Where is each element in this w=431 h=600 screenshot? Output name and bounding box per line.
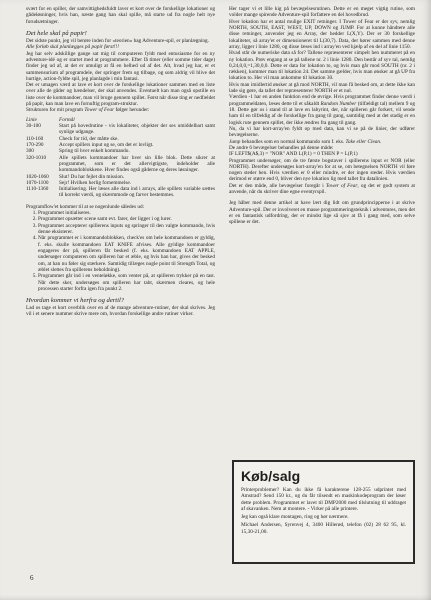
text: Værdien -1 har en anden funktion end de øvrige. Hvis programmet finder denne værdi i programmeldaten, læses dette til et såkaldt <box>229 94 415 107</box>
table-row <box>26 155 215 174</box>
paragraph <box>229 183 415 196</box>
program-flow-list <box>26 210 215 292</box>
structure-intro <box>26 107 215 113</box>
page-number: 6 <box>30 574 34 582</box>
code-line: IF LEFT$(A$,3) = "NOR" AND L(P,1) = 0 THEN P = L(P,1) <box>229 151 358 158</box>
col-header-purpose: Formål <box>59 116 75 123</box>
line-range: 320-1010 <box>26 154 47 161</box>
line-range: 1070-1100 <box>26 179 49 186</box>
line-range: 1020-1060 <box>26 173 49 180</box>
text: . <box>380 138 382 145</box>
col-header-line: Linie <box>26 116 37 123</box>
paragraph: De andre 6 bevægelser behandles på denne måde: <box>229 144 334 151</box>
game-title: Tower of Fear <box>84 107 115 114</box>
paragraph: Her tager vi et lille kig på bevægelsesrutinen. Dette er en meget vigtig rutine, som volder mange spirende Adventure-spil forfattere en del hovedbrud. <box>229 6 415 19</box>
ad-contact: Michael Andersen, Syrenvej 4, 3400 Hillerød, telefon (02) 28 62 95, kl. 15,30-21,00. <box>241 522 406 535</box>
text: Det er den måde, alle bevægelser foregår i <box>229 182 326 189</box>
paragraph <box>229 94 415 126</box>
paragraph: Nu, da vi har kort-array'en fyldt op med data, kan vi se på de linier, der udfører bevægelserne. <box>229 125 415 139</box>
paragraph: Programmet undersøger, om de tre første bogstaver i spillerens input er NOR (eller NORTH). Derefter undersøges kort-array'en for at se, om betegnelsen NORTH vil føre nogen steder hen. Hvis værdien er 0 eller mindre, er der ingen steder. Hvis værdien derimod er større end 0, bliver den nye lokation lig med tallet fra datalinien. <box>229 157 415 183</box>
text: , og det er godt system at anvende, når du skriver dine egne eventyrspil. <box>229 182 416 196</box>
line-range: 1110-1360 <box>26 186 49 193</box>
paragraph: Hvis man imidlertid ønsker at gå mod NORTH, vil man få besked om, at dette ikke kan lade sig gøre, da tallet der repræsenterer NORTH er et nul. <box>229 81 415 95</box>
line-purpose: Initialisering. Her læses alle data ind i arrays, alle spillets variable sættes til korrekt værdi, og skærmmode og farver bestemmes. <box>59 186 215 199</box>
left-column <box>26 6 215 318</box>
text: behandles som en normal kommando som f. eks. <box>240 138 346 145</box>
game-title: Tower of Fear <box>325 182 358 189</box>
intro-paragraph: svært for en spiller, der samvittighedsfuldt laver et kort over de forskellige lokationer og gådeløsninger, hvis han, næste gang han skal spille, må starte ud fra nogle helt nye forudsætninger. <box>26 6 215 25</box>
text: (tilfældigt tal) mellem 9 og 18. Dette gør os i stand til at lave en labyrint, der, når spilleren går forkert, vil sende ham til en tilfældig af de forskellige fra gang til gang, samtidig med at det stadig er en logisk rute gennem spillet, der ikke ændres fra gang til gang. <box>229 100 415 126</box>
paragraph: Hver lokation har et antal mulige EXIT retninger. I Tower of Fear er der syv, nemlig NORTH, SOUTH, EAST, WEST, UP, DOWN og JUMP. For at kunne håndtere alle disse retninger, anvender jeg en Array, der hedder L(X,Y). Der er 30 forskellige lokaliteter, så array'et er dimensioneret til L(30,7). Data, der hører sammen med denne array, ligger i linie 1280, og disse læses ind i array'en ved hjælp af en del af linie 1150. <box>229 18 415 50</box>
line-range: 110-160 <box>26 135 44 142</box>
table-row <box>26 123 215 136</box>
ad-paragraph: Jeg kan også klare montagen, ring og hør nærmere. <box>241 514 349 521</box>
emphasis-line: Alle forløb skal planlægges på papir først!!! <box>26 44 120 51</box>
line-purpose: Spring til hver enkelt kommando. <box>59 148 130 155</box>
text: følger herunder: <box>114 107 150 114</box>
list-item: 4. Når programmet er i kommandoblokken, check'es om hele kommandoen er gyldig, f. eks. skulle kommandoen EAT KNIFE afvises. Alle gyldige kommandoer engageres der på, spilleren får besked (f. eks. kommandoen EAT APPLE, undersøger computeren om spilleren har et æble, og hvis han har, gives der besked om, at han nu føler sig stærkere. Samtidig tillæges nogle point til Strength Total, og æblet slettes fra spillerens beholdning). <box>38 235 215 273</box>
line-purpose: Start på hovedrutine - vis lokaliteter, objekter der ses umiddelbart samt synlige udgange. <box>59 123 215 136</box>
ad-paragraph: Printerproblemer? Kan du ikke få karakterene 128-255 udprintet med Amstrad? Send 150 kr., og du får tilsendt en maskinkodeprogram der løser dette problem. Programmet er lavet til DMP2000 med tilslutning til uddraget af skavanken. Nem at montere. - Virker på alle printere. <box>241 487 406 512</box>
ad-body <box>241 487 406 535</box>
paragraph: Det er umagen værd at lave et kort over de forskellige lokationer sammen med en liste over alle de gåder og hændelser, der skal anvendes. Eventuelt kan man også opstille en liste over de kommandoer, man vil bruge gennem spillet. Først når disse ting er nedfældet på papir, kan man lave en fornuftig program-struktur. <box>26 82 215 108</box>
classified-ad-box <box>232 460 415 564</box>
line-purpose: Sejr! Hvilken herlig fornemmelse. <box>59 179 132 186</box>
paragraph: Det sidste punkt, jeg vil berøre inden for »teorien« bag Adventure-spil, er planlægning. <box>26 37 209 44</box>
ad-title: Køb/salg <box>241 468 301 484</box>
structure-table <box>26 123 215 199</box>
italic-term: Random Number <box>320 100 357 107</box>
italic-term: Take eller Clean <box>345 138 381 145</box>
list-item: 5. Programmet går ind i en venteløkke, som venter på, at spilleren trykker på en tast. Når dette sker, undersøges om spilleren har tabt, skærmen cleares, og hele processen starter forfra igen fra punkt 2. <box>38 273 215 292</box>
line-range: 170-290 <box>26 141 44 148</box>
line-purpose: Accept spillers input og se, om det er lovligt. <box>59 141 154 148</box>
section-heading-navigation: Hvordan kommer vi herfra og dertil? <box>26 297 125 305</box>
line-purpose: Alle spillets kommandoer har hver sin lille blok. Dette sikrer at programmet, som er det allervigtigste, indeholder alle kommandoblokkene. Hver findes også gåderne og deres løsninger. <box>59 154 215 174</box>
line-range: 30-100 <box>26 123 41 129</box>
list-item: 3. Programmet accepterer spillerens inputs og springer til den valgte kommando, hvis denne eksisterer. <box>38 223 215 236</box>
flow-intro: Programflow'et kommer til at se nogenlunde således ud: <box>26 203 145 210</box>
list-item: 2. Programmet opsætter scene samt evt. farer, der ligger i og lurer. <box>38 216 215 222</box>
paragraph: Lad os tage et kort overblik over en af de mange adventure-rutiner, der skal skrives. Jeg vil i et senere nummer skrive mere om, hvordan forskellige andre rutiner virker. <box>26 305 215 318</box>
line-range: 300 <box>26 148 34 155</box>
text: Strukturen for mit program <box>26 107 85 114</box>
table-row <box>26 186 215 199</box>
line-purpose: Check for tid, der måtte ske. <box>59 135 119 142</box>
italic-term: Jump <box>229 138 241 145</box>
paragraph: Jeg håber med denne artikel at have lært dig lidt om grundprincipperne i at skrive Adventure-spil. Der er involveret en masse programmeringsteknik i adventures, men det er en fantastisk udfordring, der er mindst lige så sjov at få i gang med, som selve spillene er det. <box>229 200 415 226</box>
right-column <box>229 6 415 226</box>
line-purpose: Slut! Du har fejlet din mission. <box>59 173 125 180</box>
paragraph: Jeg har selv adskillige gange sat mig til computeren fyldt med entusiasme for en ny adventure-idé og er startet med at programmere. Efter få timer (eller somme tider dage) finder jeg ud af, at det er umuligt at få en helhed ud af det. Alt, hvad jeg har, er et sammensurium af programdele, der springer frem og tilbage, og som aldrig vil blive det hurtige, action-fyldte spil, jeg planlagde i min fantasi. <box>26 50 215 82</box>
section-heading-paper: Det hele skal på papir! <box>26 29 87 37</box>
paragraph: Hvad står de numeriske data så for? Tallene repræsenterer simpelt hen nummeret på en ny lokation. Prøv engang at se på tallene nr. 2 i linie 1280. Den består af syv tal, nemlig 0,24,0,0,=1,30,0,0. Dette er data for lokation to, og hvis man går mod SOUTH (nr. 2 i rækken), kommer man til lokation 24. Det samme gælder, hvis man ønsker at gå UP fra lokation to. Her vil man ankomme til lokation 30. <box>229 50 415 82</box>
list-item: 1. Programmet initialiseres. <box>38 210 215 216</box>
